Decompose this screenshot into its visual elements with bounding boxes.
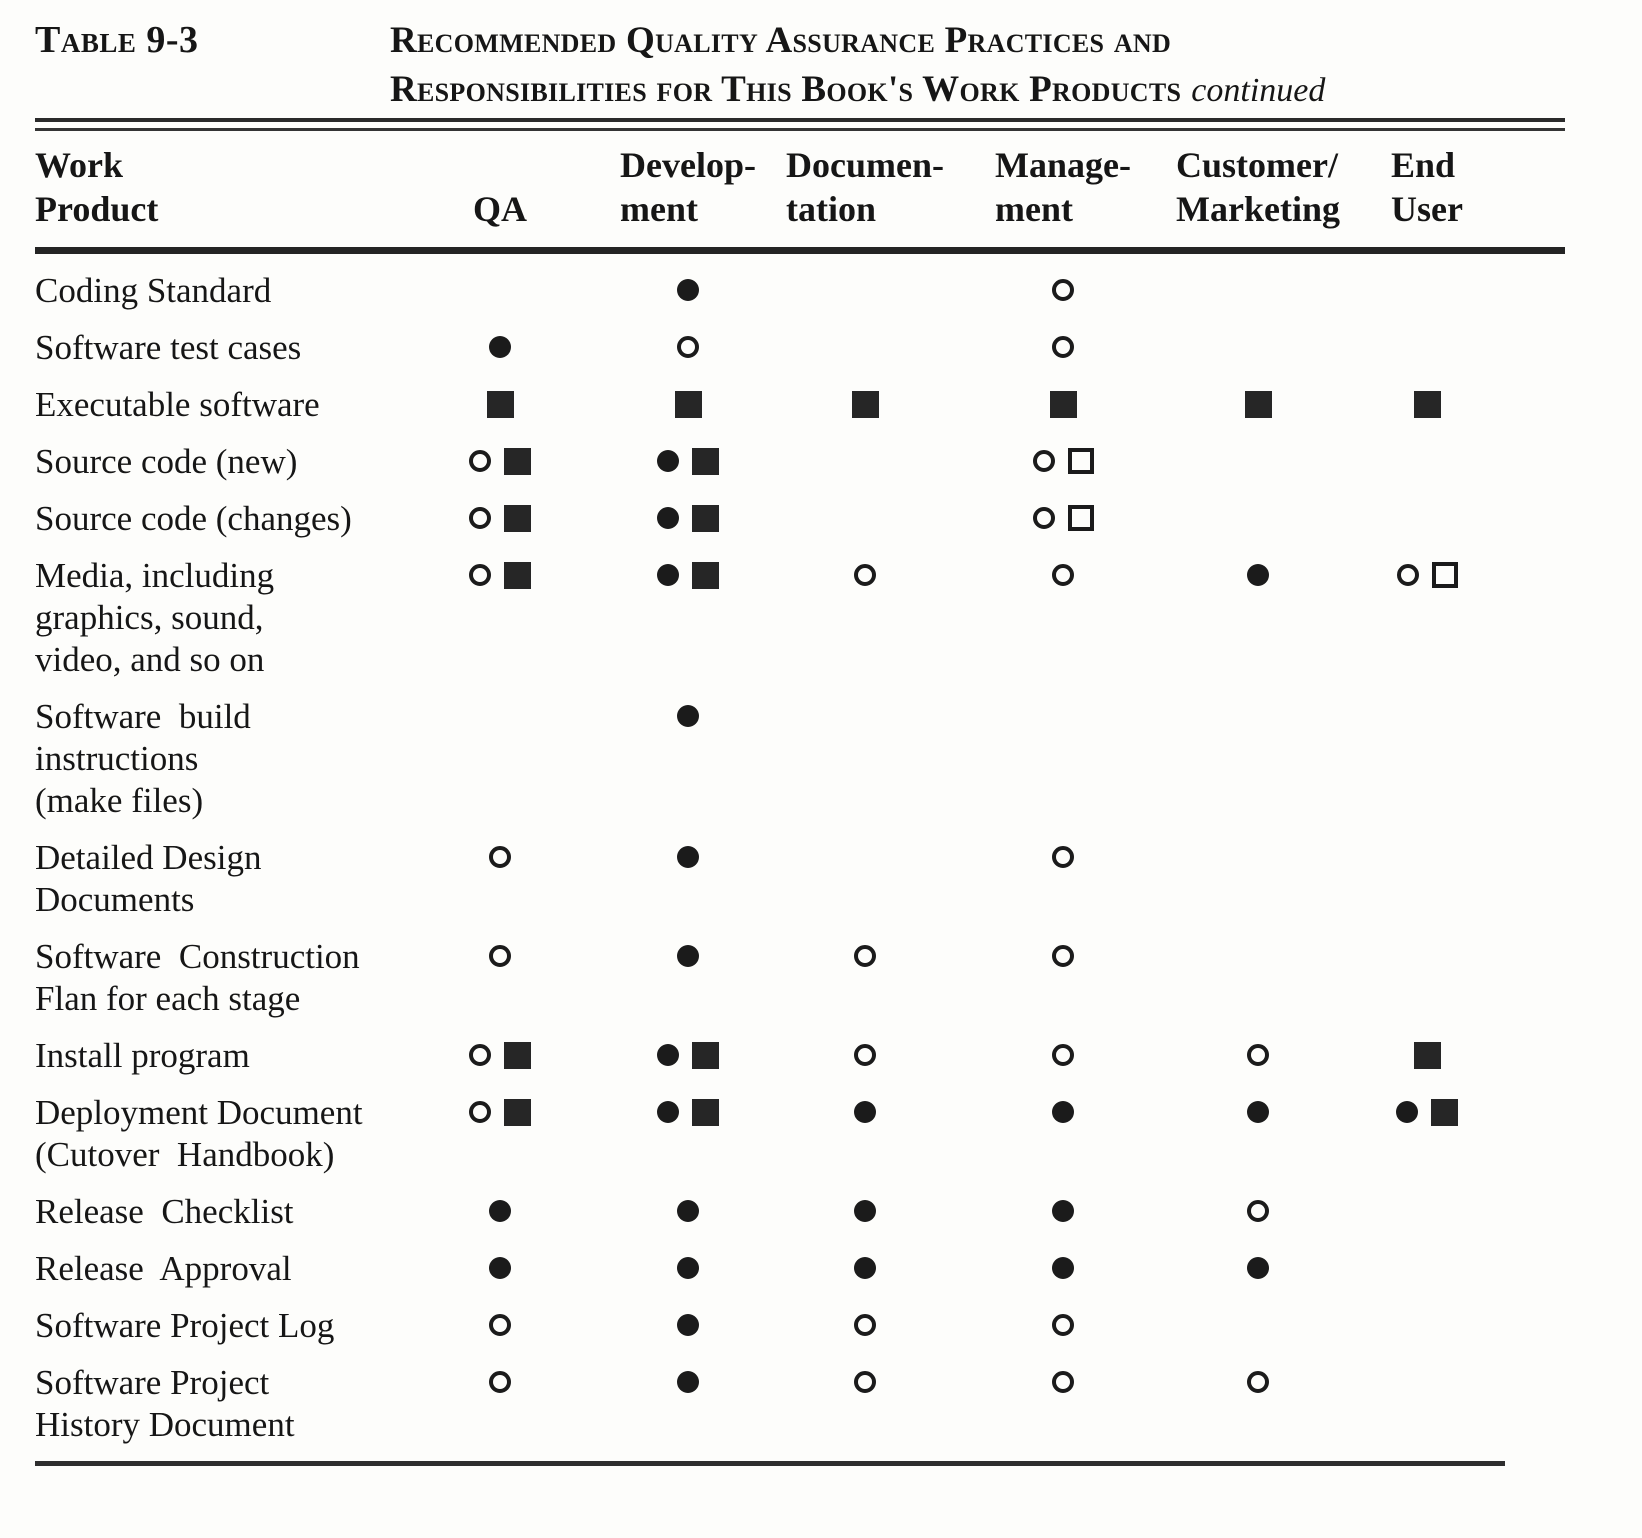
customer-marketing-cell	[1227, 441, 1289, 483]
end-user-cell	[1289, 1191, 1565, 1233]
work-product-cell	[35, 441, 455, 483]
filled-circle-marker	[657, 564, 679, 586]
documentation-cell	[831, 936, 899, 1020]
filled-circle-marker	[677, 945, 699, 967]
column-header-documentation	[786, 143, 944, 231]
work-product-line: Flan for each stage	[35, 979, 301, 1018]
column-header-text	[995, 143, 1131, 231]
management-cell	[899, 1092, 1227, 1176]
table-row	[35, 1035, 1565, 1077]
open-circle-marker	[1052, 279, 1074, 301]
open-circle-marker	[469, 1101, 491, 1123]
customer-marketing-cell	[1227, 327, 1289, 369]
development-cell	[545, 837, 831, 921]
qa-cell	[455, 837, 545, 921]
documentation-cell	[831, 327, 899, 369]
filled-circle-marker	[489, 1200, 511, 1222]
column-header-line1: Manage-	[995, 145, 1131, 185]
open-circle-marker	[854, 945, 876, 967]
column-header-work-product	[35, 143, 455, 231]
customer-marketing-cell	[1227, 1191, 1289, 1233]
qa-cell	[455, 384, 545, 426]
end-user-cell	[1289, 498, 1565, 540]
qa-practices-table	[35, 118, 1565, 1466]
end-user-cell	[1289, 837, 1565, 921]
work-product-line: video, and so on	[35, 640, 265, 679]
open-circle-marker	[469, 507, 491, 529]
end-user-cell	[1289, 1362, 1565, 1446]
open-circle-marker	[1033, 507, 1055, 529]
development-cell	[545, 696, 831, 822]
work-product-line: Detailed Design	[35, 838, 262, 877]
work-product-cell	[35, 498, 455, 540]
work-product-line: Software Project	[35, 1363, 270, 1402]
filled-circle-marker	[677, 846, 699, 868]
management-cell	[899, 936, 1227, 1020]
open-circle-marker	[677, 336, 699, 358]
column-header-qa	[455, 143, 545, 231]
work-product-cell	[35, 936, 455, 1020]
work-product-line: Software Construction	[35, 937, 360, 976]
title-line-1: Recommended Quality Assurance Practices and	[390, 20, 1172, 61]
table-row	[35, 441, 1565, 483]
development-cell	[545, 498, 831, 540]
filled-square-marker	[1414, 391, 1441, 418]
column-header-text	[35, 143, 158, 231]
open-square-marker	[1068, 505, 1094, 531]
end-user-cell	[1289, 441, 1565, 483]
filled-circle-marker	[854, 1200, 876, 1222]
filled-circle-marker	[1052, 1257, 1074, 1279]
open-circle-marker	[1052, 1371, 1074, 1393]
work-product-cell	[35, 1305, 455, 1347]
column-header-customer-marketing	[1176, 143, 1340, 231]
qa-cell	[455, 1035, 545, 1077]
development-cell	[545, 1191, 831, 1233]
customer-marketing-cell	[1227, 936, 1289, 1020]
filled-circle-marker	[854, 1257, 876, 1279]
development-cell	[545, 1248, 831, 1290]
end-user-cell	[1289, 270, 1565, 312]
column-header-line1: Documen-	[786, 145, 944, 185]
table-row	[35, 837, 1565, 921]
work-product-line: Deployment Document	[35, 1093, 363, 1132]
customer-marketing-cell	[1227, 837, 1289, 921]
filled-square-marker	[692, 448, 719, 475]
filled-circle-marker	[657, 1101, 679, 1123]
management-cell	[899, 498, 1227, 540]
table-row	[35, 936, 1565, 1020]
end-user-cell	[1289, 555, 1565, 681]
end-user-cell	[1289, 1035, 1565, 1077]
documentation-cell	[831, 441, 899, 483]
work-product-line: Software test cases	[35, 328, 302, 367]
open-circle-marker	[1052, 846, 1074, 868]
management-cell	[899, 837, 1227, 921]
development-cell	[545, 1035, 831, 1077]
column-header-line1: Work	[35, 145, 124, 185]
filled-square-marker	[692, 1042, 719, 1069]
open-circle-marker	[1052, 564, 1074, 586]
management-cell	[899, 1362, 1227, 1446]
qa-cell	[455, 696, 545, 822]
filled-circle-marker	[489, 1257, 511, 1279]
management-cell	[899, 270, 1227, 312]
filled-circle-marker	[1247, 1101, 1269, 1123]
column-header-text	[620, 143, 756, 231]
documentation-cell	[831, 696, 899, 822]
table-header-row	[35, 131, 1565, 247]
customer-marketing-cell	[1227, 1248, 1289, 1290]
filled-circle-marker	[677, 1257, 699, 1279]
filled-circle-marker	[1396, 1101, 1418, 1123]
filled-square-marker	[504, 505, 531, 532]
customer-marketing-cell	[1227, 1035, 1289, 1077]
table-title	[390, 16, 1325, 115]
column-header-text	[473, 143, 527, 231]
development-cell	[545, 384, 831, 426]
documentation-cell	[831, 1362, 899, 1446]
column-header-line1: End	[1391, 145, 1456, 185]
filled-square-marker	[692, 505, 719, 532]
column-header-line2: tation	[786, 189, 877, 229]
management-cell	[899, 696, 1227, 822]
table-row	[35, 327, 1565, 369]
open-square-marker	[1068, 448, 1094, 474]
customer-marketing-cell	[1227, 1362, 1289, 1446]
development-cell	[545, 1362, 831, 1446]
work-product-line: (Cutover Handbook)	[35, 1135, 335, 1174]
work-product-line: Documents	[35, 880, 195, 919]
qa-cell	[455, 270, 545, 312]
documentation-cell	[831, 1092, 899, 1176]
documentation-cell	[831, 270, 899, 312]
open-circle-marker	[469, 564, 491, 586]
filled-square-marker	[1431, 1099, 1458, 1126]
rule-line	[35, 118, 1565, 122]
development-cell	[545, 936, 831, 1020]
table-row	[35, 1248, 1565, 1290]
work-product-cell	[35, 837, 455, 921]
work-product-cell	[35, 327, 455, 369]
table-row	[35, 384, 1565, 426]
qa-cell	[455, 1092, 545, 1176]
filled-circle-marker	[677, 1200, 699, 1222]
development-cell	[545, 1092, 831, 1176]
documentation-cell	[831, 1191, 899, 1233]
management-cell	[899, 384, 1227, 426]
work-product-cell	[35, 696, 455, 822]
open-circle-marker	[1247, 1371, 1269, 1393]
filled-circle-marker	[1052, 1101, 1074, 1123]
open-square-marker	[1432, 562, 1458, 588]
work-product-cell	[35, 270, 455, 312]
management-cell	[899, 1248, 1227, 1290]
work-product-cell	[35, 1248, 455, 1290]
open-circle-marker	[854, 1314, 876, 1336]
filled-square-marker	[1245, 391, 1272, 418]
work-product-line: History Document	[35, 1405, 295, 1444]
end-user-cell	[1289, 1305, 1565, 1347]
filled-circle-marker	[657, 1044, 679, 1066]
table-row	[35, 696, 1565, 822]
column-header-text	[1391, 143, 1463, 231]
qa-cell	[455, 1362, 545, 1446]
filled-square-marker	[487, 391, 514, 418]
end-user-cell	[1289, 936, 1565, 1020]
qa-cell	[455, 555, 545, 681]
development-cell	[545, 441, 831, 483]
qa-cell	[455, 1191, 545, 1233]
customer-marketing-cell	[1227, 555, 1289, 681]
development-cell	[545, 1305, 831, 1347]
header-rule	[35, 247, 1565, 254]
management-cell	[899, 555, 1227, 681]
open-circle-marker	[854, 1371, 876, 1393]
title-continued: continued	[1191, 72, 1326, 109]
filled-circle-marker	[657, 507, 679, 529]
filled-square-marker	[1050, 391, 1077, 418]
end-user-cell	[1289, 696, 1565, 822]
bottom-rule	[35, 1461, 1505, 1466]
table-row	[35, 1092, 1565, 1176]
qa-cell	[455, 441, 545, 483]
documentation-cell	[831, 498, 899, 540]
work-product-line: Coding Standard	[35, 271, 272, 310]
filled-circle-marker	[677, 705, 699, 727]
column-header-line2: User	[1391, 189, 1463, 229]
customer-marketing-cell	[1227, 384, 1289, 426]
column-header-line2: ment	[620, 189, 698, 229]
table-row	[35, 1362, 1565, 1446]
filled-circle-marker	[1247, 564, 1269, 586]
development-cell	[545, 555, 831, 681]
open-circle-marker	[489, 1371, 511, 1393]
end-user-cell	[1289, 384, 1565, 426]
column-header-end-user	[1289, 143, 1565, 231]
documentation-cell	[831, 1035, 899, 1077]
open-circle-marker	[1052, 1044, 1074, 1066]
open-circle-marker	[489, 1314, 511, 1336]
open-circle-marker	[1247, 1200, 1269, 1222]
customer-marketing-cell	[1227, 270, 1289, 312]
management-cell	[899, 327, 1227, 369]
title-block	[0, 0, 1642, 118]
filled-circle-marker	[677, 1371, 699, 1393]
table-row	[35, 498, 1565, 540]
work-product-cell	[35, 384, 455, 426]
filled-square-marker	[852, 391, 879, 418]
customer-marketing-cell	[1227, 498, 1289, 540]
work-product-line: Source code (new)	[35, 442, 298, 481]
open-circle-marker	[1247, 1044, 1269, 1066]
documentation-cell	[831, 837, 899, 921]
column-header-line2: QA	[473, 189, 527, 229]
open-circle-marker	[469, 1044, 491, 1066]
management-cell	[899, 441, 1227, 483]
open-circle-marker	[854, 1044, 876, 1066]
documentation-cell	[831, 384, 899, 426]
column-header-line2: Product	[35, 189, 159, 229]
management-cell	[899, 1305, 1227, 1347]
filled-square-marker	[692, 1099, 719, 1126]
open-circle-marker	[1052, 336, 1074, 358]
work-product-cell	[35, 1191, 455, 1233]
table-row	[35, 1305, 1565, 1347]
open-circle-marker	[469, 450, 491, 472]
documentation-cell	[831, 555, 899, 681]
work-product-line: Software build	[35, 697, 251, 736]
customer-marketing-cell	[1227, 1092, 1289, 1176]
work-product-line: Install program	[35, 1036, 250, 1075]
work-product-line: Software Project Log	[35, 1306, 335, 1345]
work-product-line: Release Checklist	[35, 1192, 294, 1231]
column-header-line2: ment	[995, 189, 1073, 229]
filled-circle-marker	[1052, 1200, 1074, 1222]
filled-square-marker	[692, 562, 719, 589]
customer-marketing-cell	[1227, 696, 1289, 822]
filled-square-marker	[504, 448, 531, 475]
filled-square-marker	[504, 1042, 531, 1069]
table-row	[35, 555, 1565, 681]
qa-cell	[455, 498, 545, 540]
open-circle-marker	[489, 846, 511, 868]
end-user-cell	[1289, 1092, 1565, 1176]
filled-circle-marker	[489, 336, 511, 358]
development-cell	[545, 327, 831, 369]
management-cell	[899, 1191, 1227, 1233]
work-product-cell	[35, 1035, 455, 1077]
filled-circle-marker	[677, 1314, 699, 1336]
qa-cell	[455, 1305, 545, 1347]
filled-square-marker	[675, 391, 702, 418]
documentation-cell	[831, 1248, 899, 1290]
filled-square-marker	[1414, 1042, 1441, 1069]
qa-cell	[455, 327, 545, 369]
open-circle-marker	[489, 945, 511, 967]
work-product-line: instructions	[35, 739, 199, 778]
work-product-line: Executable software	[35, 385, 320, 424]
qa-cell	[455, 936, 545, 1020]
work-product-line: (make files)	[35, 781, 204, 820]
work-product-cell	[35, 1362, 455, 1446]
column-header-line2: Marketing	[1176, 189, 1340, 229]
table-body	[35, 254, 1565, 1446]
table-row	[35, 1191, 1565, 1233]
filled-circle-marker	[1247, 1257, 1269, 1279]
column-header-line1: Develop-	[620, 145, 756, 185]
filled-square-marker	[504, 562, 531, 589]
qa-cell	[455, 1248, 545, 1290]
management-cell	[899, 1035, 1227, 1077]
development-cell	[545, 270, 831, 312]
work-product-cell	[35, 555, 455, 681]
work-product-line: Release Approval	[35, 1249, 292, 1288]
open-circle-marker	[1033, 450, 1055, 472]
end-user-cell	[1289, 327, 1565, 369]
filled-circle-marker	[854, 1101, 876, 1123]
column-header-line1: Customer/	[1176, 145, 1338, 185]
work-product-cell	[35, 1092, 455, 1176]
documentation-cell	[831, 1305, 899, 1347]
title-line-2: Responsibilities for This Book's Work Products continued	[390, 69, 1326, 110]
open-circle-marker	[1397, 564, 1419, 586]
end-user-cell	[1289, 1248, 1565, 1290]
customer-marketing-cell	[1227, 1305, 1289, 1347]
open-circle-marker	[1052, 945, 1074, 967]
work-product-line: graphics, sound,	[35, 598, 264, 637]
filled-square-marker	[504, 1099, 531, 1126]
work-product-line: Media, including	[35, 556, 275, 595]
open-circle-marker	[1052, 1314, 1074, 1336]
filled-circle-marker	[657, 450, 679, 472]
work-product-line: Source code (changes)	[35, 499, 352, 538]
top-double-rule	[35, 118, 1565, 131]
table-label: Table 9-3	[35, 19, 199, 61]
filled-circle-marker	[677, 279, 699, 301]
column-header-line1	[473, 143, 527, 187]
open-circle-marker	[854, 564, 876, 586]
table-row	[35, 270, 1565, 312]
